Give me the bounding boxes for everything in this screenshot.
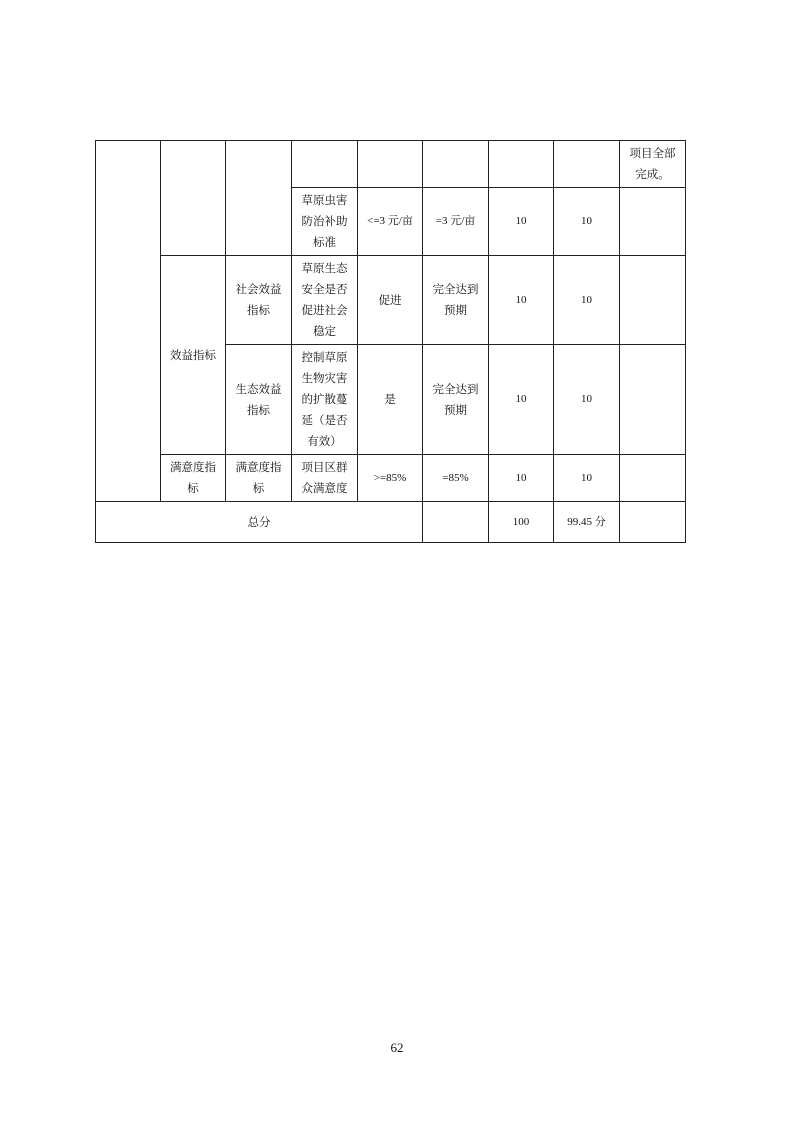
weight-cell: 10 [489, 256, 554, 345]
page-number: 62 [390, 1040, 404, 1055]
score-cell: 10 [554, 455, 620, 502]
weight-cell: 10 [489, 345, 554, 455]
table-cell-blank [489, 141, 554, 188]
total-weight-cell: 100 [489, 502, 554, 543]
table-cell-blank [423, 141, 489, 188]
score-cell: 10 [554, 345, 620, 455]
total-score-cell: 99.45 分 [554, 502, 620, 543]
target-value-cell: 是 [358, 345, 423, 455]
table-row [96, 256, 686, 345]
remark-cell [620, 455, 686, 502]
subcategory-cell: 满意度指标 [226, 455, 292, 502]
table-row-total [96, 502, 686, 543]
table-cell-blank [423, 502, 489, 543]
subcategory-cell: 生态效益指标 [226, 345, 292, 455]
remark-cell [620, 502, 686, 543]
score-cell: 10 [554, 256, 620, 345]
target-value-cell: >=85% [358, 455, 423, 502]
table-cell-blank [96, 141, 161, 502]
table-cell-blank [161, 141, 226, 256]
total-label-cell: 总分 [96, 502, 423, 543]
remark-cell [620, 188, 686, 256]
table-cell-blank [554, 141, 620, 188]
table-row [96, 455, 686, 502]
category-cell: 效益指标 [161, 256, 226, 455]
subcategory-cell: 社会效益指标 [226, 256, 292, 345]
indicator-cell: 草原虫害防治补助标准 [292, 188, 358, 256]
score-cell: 10 [554, 188, 620, 256]
actual-value-cell: 完全达到预期 [423, 256, 489, 345]
performance-indicator-table [95, 140, 686, 543]
actual-value-cell: 完全达到预期 [423, 345, 489, 455]
indicator-cell: 项目区群众满意度 [292, 455, 358, 502]
indicator-cell: 控制草原生物灾害的扩散蔓延（是否有效） [292, 345, 358, 455]
weight-cell: 10 [489, 188, 554, 256]
actual-value-cell: =3 元/亩 [423, 188, 489, 256]
table-row [96, 141, 686, 188]
remark-cell [620, 256, 686, 345]
remark-cell [620, 345, 686, 455]
remark-cell: 项目全部完成。 [620, 141, 686, 188]
category-cell: 满意度指标 [161, 455, 226, 502]
weight-cell: 10 [489, 455, 554, 502]
table-cell-blank [358, 141, 423, 188]
target-value-cell: 促进 [358, 256, 423, 345]
actual-value-cell: =85% [423, 455, 489, 502]
target-value-cell: <=3 元/亩 [358, 188, 423, 256]
table-cell-blank [292, 141, 358, 188]
indicator-cell: 草原生态安全是否促进社会稳定 [292, 256, 358, 345]
table-cell-blank [226, 141, 292, 256]
